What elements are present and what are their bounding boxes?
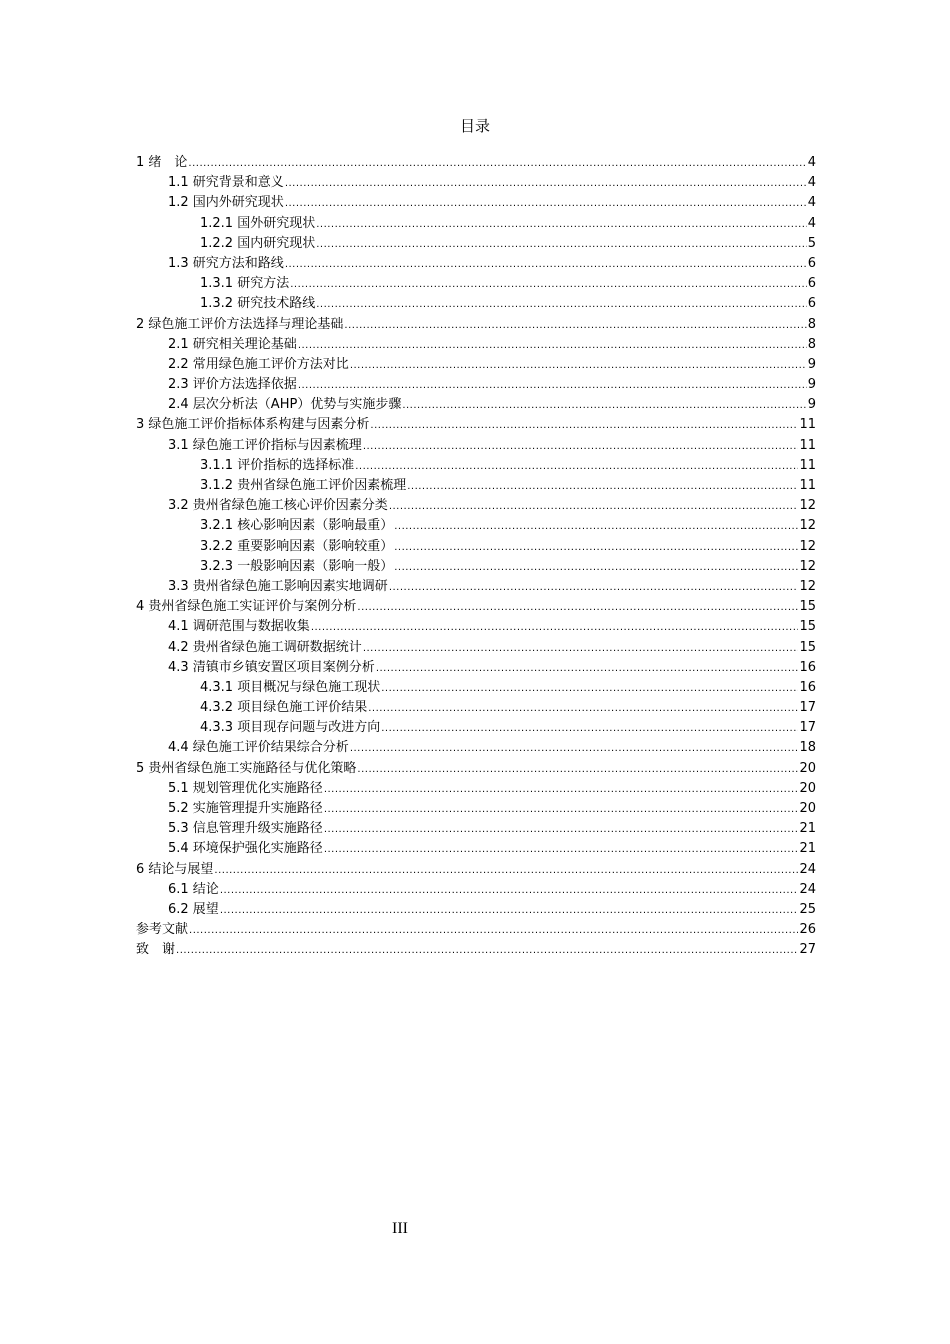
toc-dot-leader	[188, 154, 806, 174]
toc-entry-page: 6	[807, 296, 816, 312]
toc-entry[interactable]	[136, 718, 816, 738]
toc-entry[interactable]	[136, 335, 816, 355]
toc-dot-leader	[363, 639, 799, 659]
toc-entry[interactable]	[136, 617, 816, 637]
toc-dot-leader	[285, 255, 807, 275]
toc-entry-label: 1.2 国内外研究现状	[168, 195, 284, 211]
toc-entry-label: 2.3 评价方法选择依据	[168, 377, 297, 393]
toc-entry[interactable]	[136, 537, 816, 557]
toc-entry-page: 26	[799, 922, 816, 938]
toc-entry-page: 17	[799, 720, 816, 736]
toc-entry[interactable]	[136, 234, 816, 254]
toc-dot-leader	[189, 921, 798, 941]
toc-entry[interactable]	[136, 839, 816, 859]
toc-entry-label: 4 贵州省绿色施工实证评价与案例分析	[136, 599, 357, 615]
toc-entry-label: 5.2 实施管理提升实施路径	[168, 801, 323, 816]
toc-entry-page: 11	[799, 478, 816, 493]
toc-dot-leader	[324, 800, 799, 820]
toc-entry-page: 4	[807, 155, 816, 170]
toc-dot-leader	[316, 295, 807, 315]
toc-dot-leader	[394, 558, 798, 578]
toc-entry-label: 3 绿色施工评价指标体系构建与因素分析	[136, 417, 370, 433]
toc-entry[interactable]	[136, 920, 816, 940]
toc-entry-page: 25	[799, 901, 816, 917]
toc-entry[interactable]	[136, 678, 816, 698]
toc-entry[interactable]	[136, 496, 816, 516]
toc-dot-leader	[176, 941, 798, 961]
toc-entry-page: 9	[807, 377, 816, 393]
toc-entry[interactable]	[136, 698, 816, 718]
toc-entry-label: 3.2.2 重要影响因素（影响较重）	[200, 538, 394, 554]
toc-entry[interactable]	[136, 880, 816, 900]
toc-entry-label: 4.3 清镇市乡镇安置区项目案例分析	[168, 659, 375, 675]
toc-entry-page: 24	[799, 861, 816, 877]
toc-entry-label: 5.4 环境保护强化实施路径	[168, 841, 323, 857]
toc-entry[interactable]	[136, 355, 816, 375]
toc-entry[interactable]	[136, 779, 816, 799]
toc-entry[interactable]	[136, 456, 816, 476]
toc-entry[interactable]	[136, 638, 816, 658]
toc-entry-page: 18	[799, 740, 816, 756]
toc-entry[interactable]	[136, 577, 816, 597]
toc-dot-leader	[376, 659, 799, 679]
toc-entry-page: 6	[807, 255, 816, 271]
toc-entry[interactable]	[136, 900, 816, 920]
toc-dot-leader	[311, 618, 799, 638]
toc-dot-leader	[402, 396, 806, 416]
toc-entry-page: 16	[799, 659, 816, 675]
toc-entry-label: 1.3 研究方法和路线	[168, 255, 284, 271]
toc-entry-label: 3.3 贵州省绿色施工影响因素实地调研	[168, 578, 388, 594]
toc-entry[interactable]	[136, 759, 816, 779]
toc-entry-page: 15	[799, 639, 816, 655]
toc-entry[interactable]	[136, 557, 816, 577]
toc-dot-leader	[394, 538, 798, 558]
toc-dot-leader	[363, 437, 799, 457]
toc-dot-leader	[357, 760, 798, 780]
toc-dot-leader	[357, 598, 798, 618]
toc-entry-label: 4.2 贵州省绿色施工调研数据统计	[168, 639, 362, 655]
toc-entry-page: 12	[799, 498, 816, 514]
toc-entry-page: 21	[799, 841, 816, 857]
toc-entry-page: 15	[799, 599, 816, 615]
toc-dot-leader	[368, 699, 798, 719]
toc-entry[interactable]	[136, 476, 816, 496]
toc-entry-label: 2.4 层次分析法（AHP）优势与实施步骤	[168, 397, 402, 413]
toc-entry[interactable]	[136, 214, 816, 234]
toc-dot-leader	[394, 517, 798, 537]
toc-entry-label: 4.1 调研范围与数据收集	[168, 619, 310, 635]
toc-entry-label: 3.2.1 核心影响因素（影响最重）	[200, 518, 394, 534]
toc-dot-leader	[298, 376, 807, 396]
toc-entry-label: 2.1 研究相关理论基础	[168, 336, 297, 352]
toc-entry[interactable]	[136, 315, 816, 335]
toc-entry-page: 27	[799, 942, 816, 958]
toc-entry[interactable]	[136, 819, 816, 839]
toc-entry-label: 3.2.3 一般影响因素（影响一般）	[200, 558, 394, 574]
toc-entry[interactable]	[136, 738, 816, 758]
toc-entry[interactable]	[136, 940, 816, 960]
table-of-contents	[136, 153, 816, 961]
toc-entry-label: 5.1 规划管理优化实施路径	[168, 780, 323, 796]
toc-entry[interactable]	[136, 597, 816, 617]
toc-dot-leader	[298, 336, 807, 356]
toc-dot-leader	[389, 497, 799, 517]
toc-entry[interactable]	[136, 658, 816, 678]
toc-dot-leader	[220, 881, 799, 901]
toc-entry-label: 1 绪 论	[136, 155, 188, 170]
toc-entry-page: 11	[799, 457, 816, 473]
toc-entry[interactable]	[136, 516, 816, 536]
toc-dot-leader	[220, 901, 799, 921]
toc-entry-label: 6.1 结论	[168, 881, 219, 897]
toc-entry-label: 1.2.1 国外研究现状	[200, 215, 316, 231]
toc-entry-label: 1.1 研究背景和意义	[168, 175, 284, 191]
toc-dot-leader	[290, 275, 807, 295]
toc-entry-page: 12	[799, 578, 816, 594]
toc-entry-page: 5	[807, 235, 816, 251]
toc-dot-leader	[355, 457, 798, 477]
toc-entry-page: 11	[799, 417, 816, 433]
toc-entry-page: 12	[799, 538, 816, 554]
toc-dot-leader	[285, 174, 807, 194]
toc-entry-page: 11	[799, 437, 816, 453]
toc-entry-page: 17	[799, 700, 816, 716]
toc-entry-label: 3.1 绿色施工评价指标与因素梳理	[168, 437, 362, 453]
toc-entry-page: 20	[799, 801, 816, 816]
toc-entry[interactable]	[136, 193, 816, 213]
toc-entry-page: 20	[799, 780, 816, 796]
toc-entry-label: 参考文献	[136, 922, 189, 938]
toc-dot-leader	[324, 820, 799, 840]
toc-entry[interactable]	[136, 860, 816, 880]
toc-entry-page: 16	[799, 679, 816, 695]
toc-entry[interactable]	[136, 799, 816, 819]
toc-dot-leader	[350, 739, 799, 759]
toc-entry-label: 3.2 贵州省绿色施工核心评价因素分类	[168, 498, 388, 514]
toc-entry-label: 5.3 信息管理升级实施路径	[168, 821, 323, 837]
toc-entry-page: 9	[807, 397, 816, 413]
toc-entry-label: 5 贵州省绿色施工实施路径与优化策略	[136, 760, 357, 776]
toc-dot-leader	[370, 416, 798, 436]
toc-entry-label: 1.3.2 研究技术路线	[200, 296, 316, 312]
toc-dot-leader	[214, 861, 798, 881]
toc-entry-page: 8	[807, 316, 816, 332]
toc-entry-page: 20	[799, 760, 816, 776]
toc-entry-label: 2.2 常用绿色施工评价方法对比	[168, 356, 349, 372]
toc-dot-leader	[316, 215, 807, 235]
toc-dot-leader	[324, 840, 799, 860]
toc-entry[interactable]	[136, 415, 816, 435]
toc-entry-page: 6	[807, 276, 816, 292]
toc-dot-leader	[316, 235, 807, 255]
toc-entry[interactable]	[136, 254, 816, 274]
toc-dot-leader	[350, 356, 807, 376]
toc-dot-leader	[389, 578, 799, 598]
toc-entry-label: 4.4 绿色施工评价结果综合分析	[168, 740, 349, 756]
toc-entry-page: 4	[807, 215, 816, 231]
toc-entry-label: 1.3.1 研究方法	[200, 276, 290, 292]
toc-entry[interactable]	[136, 153, 816, 173]
toc-entry-label: 3.1.2 贵州省绿色施工评价因素梳理	[200, 478, 407, 493]
toc-entry-label: 4.3.3 项目现存问题与改进方向	[200, 720, 381, 736]
toc-entry-page: 15	[799, 619, 816, 635]
page-number: III	[392, 1220, 408, 1237]
toc-entry-page: 12	[799, 518, 816, 534]
toc-entry-page: 24	[799, 881, 816, 897]
toc-entry-page: 8	[807, 336, 816, 352]
toc-entry[interactable]	[136, 274, 816, 294]
toc-dot-leader	[324, 780, 799, 800]
toc-entry-label: 3.1.1 评价指标的选择标准	[200, 457, 355, 473]
toc-dot-leader	[407, 477, 798, 497]
toc-entry-label: 6 结论与展望	[136, 861, 214, 877]
toc-entry-label: 4.3.1 项目概况与绿色施工现状	[200, 679, 381, 695]
toc-dot-leader	[344, 316, 806, 336]
toc-entry[interactable]	[136, 173, 816, 193]
toc-entry-page: 4	[807, 175, 816, 191]
toc-entry-label: 6.2 展望	[168, 901, 219, 917]
toc-entry[interactable]	[136, 375, 816, 395]
toc-entry[interactable]	[136, 395, 816, 415]
toc-dot-leader	[285, 194, 807, 214]
toc-entry-label: 致 谢	[136, 942, 176, 958]
toc-entry-page: 12	[799, 558, 816, 574]
toc-entry-label: 2 绿色施工评价方法选择与理论基础	[136, 316, 344, 332]
toc-entry[interactable]	[136, 294, 816, 314]
toc-dot-leader	[381, 679, 798, 699]
toc-entry-label: 1.2.2 国内研究现状	[200, 235, 316, 251]
toc-entry-page: 9	[807, 356, 816, 372]
toc-entry[interactable]	[136, 436, 816, 456]
toc-entry-page: 21	[799, 821, 816, 837]
toc-entry-page: 4	[807, 195, 816, 211]
toc-dot-leader	[381, 719, 798, 739]
toc-title: 目录	[459, 117, 490, 135]
toc-entry-label: 4.3.2 项目绿色施工评价结果	[200, 700, 368, 716]
